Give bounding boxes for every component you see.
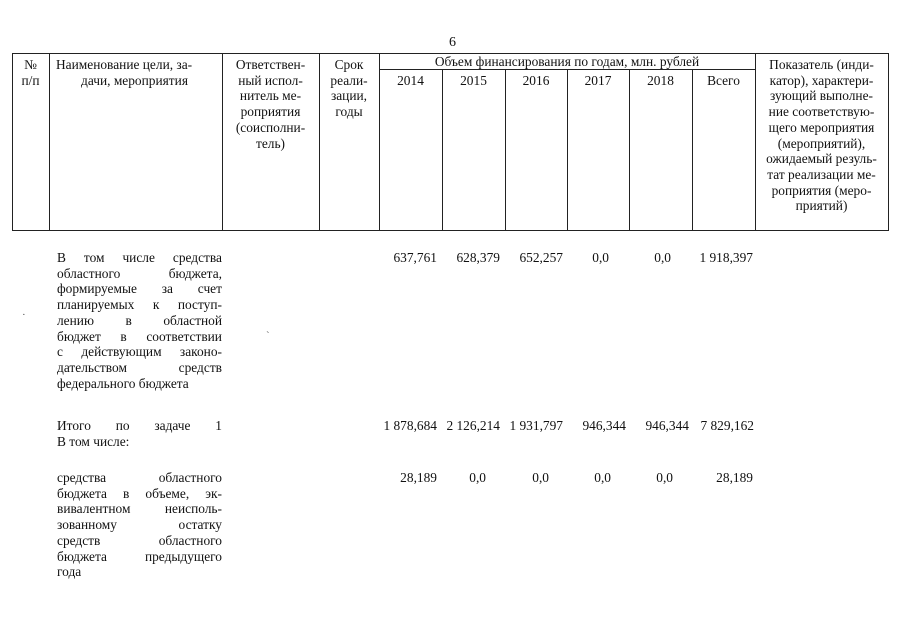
year-col-border bbox=[567, 69, 568, 231]
value-total: 28,189 bbox=[716, 470, 753, 485]
header-executor: Ответствен- ный испол- нитель ме- роприятия (соисполни- тель) bbox=[235, 57, 306, 151]
label-line: планируемых к поступ- bbox=[57, 297, 222, 313]
scan-speck: · bbox=[22, 309, 26, 321]
header-indicator: Показатель (инди- катор), характери- зующий выполне- ние соответствую- щего мероприятия (мероприятий), ожидаемый резуль- тат реализации ме- роприятия (меро- приятий) bbox=[766, 57, 877, 214]
header-year: 2016 bbox=[522, 73, 550, 88]
value-2017: 0,0 bbox=[594, 470, 611, 485]
page-number: 6 bbox=[449, 35, 456, 50]
label-line: В том числе: bbox=[57, 433, 130, 449]
value-2017: 946,344 bbox=[582, 418, 626, 433]
value-2017: 0,0 bbox=[592, 250, 609, 265]
label-line: зованному остатку bbox=[57, 517, 222, 533]
value-2018: 0,0 bbox=[654, 250, 671, 265]
label-line: В том числе средства bbox=[57, 250, 222, 265]
label-line: средства областного bbox=[57, 470, 222, 485]
label-line: формируемые за счет bbox=[57, 281, 222, 297]
value-2018: 946,344 bbox=[645, 418, 689, 433]
year-col-border bbox=[692, 69, 693, 231]
label-line: года bbox=[57, 564, 82, 580]
table-header bbox=[12, 53, 889, 231]
year-col-border bbox=[505, 69, 506, 231]
header-year: 2018 bbox=[647, 73, 674, 88]
header-num: № п/п bbox=[21, 57, 40, 88]
value-2016: 652,257 bbox=[519, 250, 563, 265]
col-border bbox=[888, 53, 889, 231]
value-2015: 628,379 bbox=[456, 250, 500, 265]
label-line: бюджета в объеме, эк- bbox=[57, 485, 222, 501]
label-line: лению в областной bbox=[57, 312, 222, 328]
value-2014: 1 878,684 bbox=[383, 418, 437, 433]
label-line: с действующим законо- bbox=[57, 344, 222, 360]
header-year: 2017 bbox=[584, 73, 612, 88]
value-2015: 2 126,214 bbox=[446, 418, 500, 433]
year-col-border bbox=[442, 69, 443, 231]
header-term: Срок реали- зации, годы bbox=[330, 57, 368, 120]
value-2014: 28,189 bbox=[400, 470, 437, 485]
label-line: Итого по задаче 1 bbox=[57, 418, 222, 433]
value-2014: 637,761 bbox=[393, 250, 437, 265]
col-border bbox=[49, 53, 50, 231]
label-line: бюджет в соответствии bbox=[57, 328, 222, 344]
value-total: 7 829,162 bbox=[700, 418, 754, 433]
header-bottom-border bbox=[12, 230, 889, 231]
label-line: областного бюджета, bbox=[57, 265, 222, 281]
label-line: дательством средств bbox=[57, 359, 222, 375]
row-label bbox=[57, 470, 222, 580]
header-year: 2014 bbox=[397, 73, 424, 88]
label-line: бюджета предыдущего bbox=[57, 548, 222, 564]
value-2018: 0,0 bbox=[656, 470, 673, 485]
value-2016: 1 931,797 bbox=[509, 418, 563, 433]
header-funding-title: Объем финансирования по годам, млн. рублей bbox=[434, 54, 700, 69]
year-col-border bbox=[629, 69, 630, 231]
value-2015: 0,0 bbox=[469, 470, 486, 485]
header-year: 2015 bbox=[460, 73, 487, 88]
row-label bbox=[57, 418, 222, 449]
header-name: Наименование цели, за- дачи, мероприятия bbox=[56, 57, 193, 88]
label-line: федерального бюджета bbox=[57, 375, 189, 391]
label-line: вивалентном неисполь- bbox=[57, 501, 222, 517]
row-label bbox=[57, 250, 222, 391]
scan-speck: ˋ bbox=[266, 330, 270, 342]
label-line: средств областного bbox=[57, 532, 222, 548]
header-total: Всего bbox=[707, 73, 740, 88]
value-2016: 0,0 bbox=[532, 470, 549, 485]
value-total: 1 918,397 bbox=[699, 250, 753, 265]
